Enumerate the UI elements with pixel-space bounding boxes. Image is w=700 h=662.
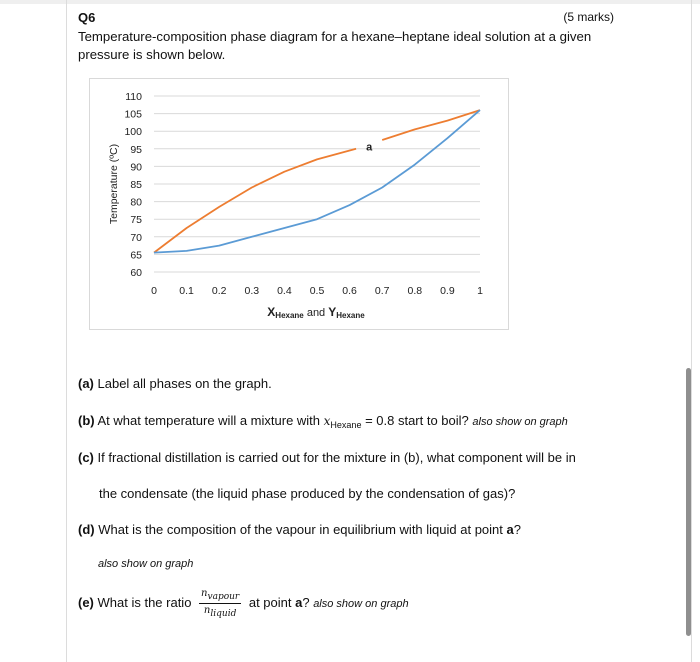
x-tick-label: 0 (151, 285, 157, 297)
question-d-note: also show on graph (98, 558, 194, 570)
fraction-denominator: nliquid (203, 605, 237, 619)
x-tick-label: 0.4 (277, 285, 292, 297)
question-c-label: (c) (78, 450, 94, 465)
fraction-numerator: nvapour (201, 588, 240, 602)
y-tick-label: 100 (124, 126, 142, 139)
question-b-label: (b) (78, 413, 95, 428)
y-tick-label: 90 (130, 161, 142, 174)
question-d-post: ? (513, 522, 521, 537)
y-tick-label: 110 (125, 91, 142, 103)
question-e-note: also show on graph (313, 597, 409, 610)
vapour-curve-line (382, 110, 480, 140)
point-a-label: a (366, 141, 373, 154)
x-axis-label: XHexane and YHexane (267, 305, 365, 320)
x-tick-label: 0.6 (342, 285, 357, 297)
x-tick-label: 1 (477, 285, 483, 297)
question-e (78, 588, 409, 619)
y-tick-label: 85 (130, 179, 142, 191)
question-c (78, 450, 576, 465)
y-tick-label: 75 (130, 214, 142, 227)
y-tick-label: 60 (130, 267, 142, 279)
question-d (78, 522, 521, 537)
question-c-line2: the condensate (the liquid phase produced by the condensation of gas)? (99, 486, 516, 501)
question-b-note: also show on graph (472, 416, 568, 428)
question-d-label: (d) (78, 522, 95, 537)
question-e-post2: ? (302, 594, 314, 610)
question-number: Q6 (78, 10, 96, 25)
question-e-pre: What is the ratio (93, 594, 196, 610)
question-e-label: (e) (78, 594, 94, 610)
x-tick-label: 0.5 (309, 285, 325, 297)
x-tick-label: 0.2 (211, 285, 227, 297)
question-intro: Temperature-composition phase diagram for a hexane–heptane ideal solution at a given pressure is shown below. (78, 29, 592, 62)
question-b-variable-sub: Hexane (330, 420, 362, 430)
question-b-post: = 0.8 start to boil? (361, 413, 473, 428)
question-d-pre: What is the composition of the vapour in equilibrium with liquid at point (94, 522, 507, 537)
question-a-label: (a) (78, 376, 94, 391)
x-tick-label: 0.1 (179, 285, 194, 297)
y-tick-label: 95 (130, 143, 142, 156)
question-b (78, 413, 568, 430)
question-b-variable: x (323, 414, 331, 428)
y-axis-label: Temperature (ºC) (108, 143, 120, 225)
y-tick-label: 65 (130, 249, 142, 262)
x-tick-label: 0.7 (374, 285, 390, 297)
ratio-fraction (199, 588, 241, 619)
vertical-scrollbar[interactable] (686, 368, 691, 636)
question-c-line1: If fractional distillation is carried out for the mixture in (b), what component will be in (93, 450, 576, 465)
question-d-point: a (506, 522, 514, 537)
x-tick-label: 0.8 (407, 285, 423, 297)
question-a-text: Label all phases on the graph. (93, 376, 272, 391)
question-a (78, 376, 272, 391)
question-b-pre: At what temperature will a mixture with (94, 413, 324, 428)
y-tick-label: 80 (130, 196, 142, 209)
x-tick-label: 0.9 (440, 285, 455, 297)
y-tick-label: 70 (130, 231, 142, 244)
x-tick-label: 0.3 (244, 285, 260, 297)
y-tick-label: 105 (124, 108, 142, 121)
question-e-post: at point (245, 594, 296, 610)
question-e-point: a (295, 594, 303, 610)
marks-label: (5 marks) (563, 10, 614, 24)
